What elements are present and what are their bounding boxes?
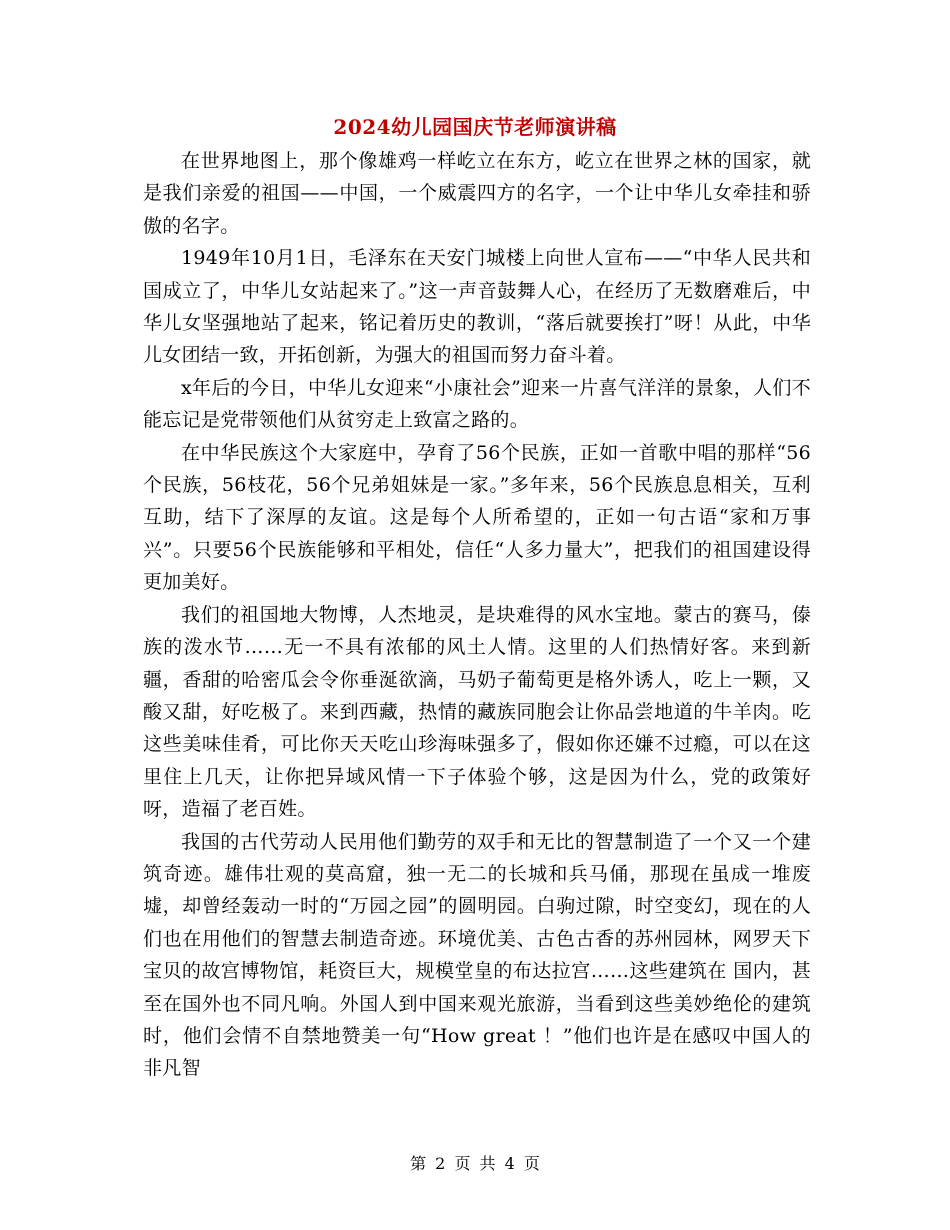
document-body: [143, 145, 811, 1085]
paragraph-5: 我们的祖国地大物博，人杰地灵，是块难得的风水宝地。蒙古的赛马，傣族的泼水节……无一不具有浓郁的风土人情。这里的人们热情好客。来到新疆，香甜的哈密瓜会令你垂涎欲滴，马奶子葡萄更是格外诱人，吃上一颗，又酸又甜，好吃极了。来到西藏，热情的藏族同胞会让你品尝地道的牛羊肉。吃这些美味佳肴，可比你天天吃山珍海味强多了，假如你还嫌不过瘾，可以在这里住上几天，让你把异域风情一下子体验个够，这是因为什么，党的政策好呀，造福了老百姓。: [143, 603, 811, 821]
paragraph-6: 我国的古代劳动人民用他们勤劳的双手和无比的智慧制造了一个又一个建筑奇迹。雄伟壮观的莫高窟，独一无二的长城和兵马俑，那现在虽成一堆废墟，却曾经轰动一时的“万园之园”的圆明园。白驹过隙，时空变幻，现在的人们也在用他们的智慧去制造奇迹。环境优美、古色古香的苏州园林，网罗天下宝贝的故宫博物馆，耗资巨大，规模堂皇的布达拉宫……这些建筑在 国内，甚至在国外也不同凡响。外国人到中国来观光旅游，当看到这些美妙绝伦的建筑时，他们会情不自禁地赞美一句“How great ！”他们也许是在感叹中国人的非凡智: [143, 830, 811, 1080]
paragraph-2: 1949年10月1日，毛泽东在天安门城楼上向世人宣布——“中华人民共和国成立了，中华儿女站起来了。”这一声音鼓舞人心，在经历了无数磨难后，中华儿女坚强地站了起来，铭记着历史的教训，“落后就要挨打”呀！从此，中华儿女团结一致，开拓创新，为强大的祖国而努力奋斗着。: [143, 247, 811, 367]
paragraph-1: 在世界地图上，那个像雄鸡一样屹立在东方，屹立在世界之林的国家，就是我们亲爱的祖国——中国，一个威震四方的名字，一个让中华儿女牵挂和骄傲的名字。: [143, 150, 811, 237]
page-number-footer: 第 2 页 共 4 页: [410, 1154, 540, 1173]
document-title: 2024幼儿园国庆节老师演讲稿: [333, 115, 617, 139]
paragraph-3: x年后的今日，中华儿女迎来“小康社会”迎来一片喜气洋洋的景象，人们不能忘记是党带领他们从贫穷走上致富之路的。: [143, 376, 811, 432]
paragraph-4: 在中华民族这个大家庭中，孕育了56个民族，正如一首歌中唱的那样“56个民族，56枝花，56个兄弟姐妹是一家。”多年来，56个民族息息相关，互利互助，结下了深厚的友谊。这是每个人所希望的，正如一句古语“家和万事兴”。只要56个民族能够和平相处，信任“人多力量大”，把我们的祖国建设得更加美好。: [143, 441, 811, 594]
